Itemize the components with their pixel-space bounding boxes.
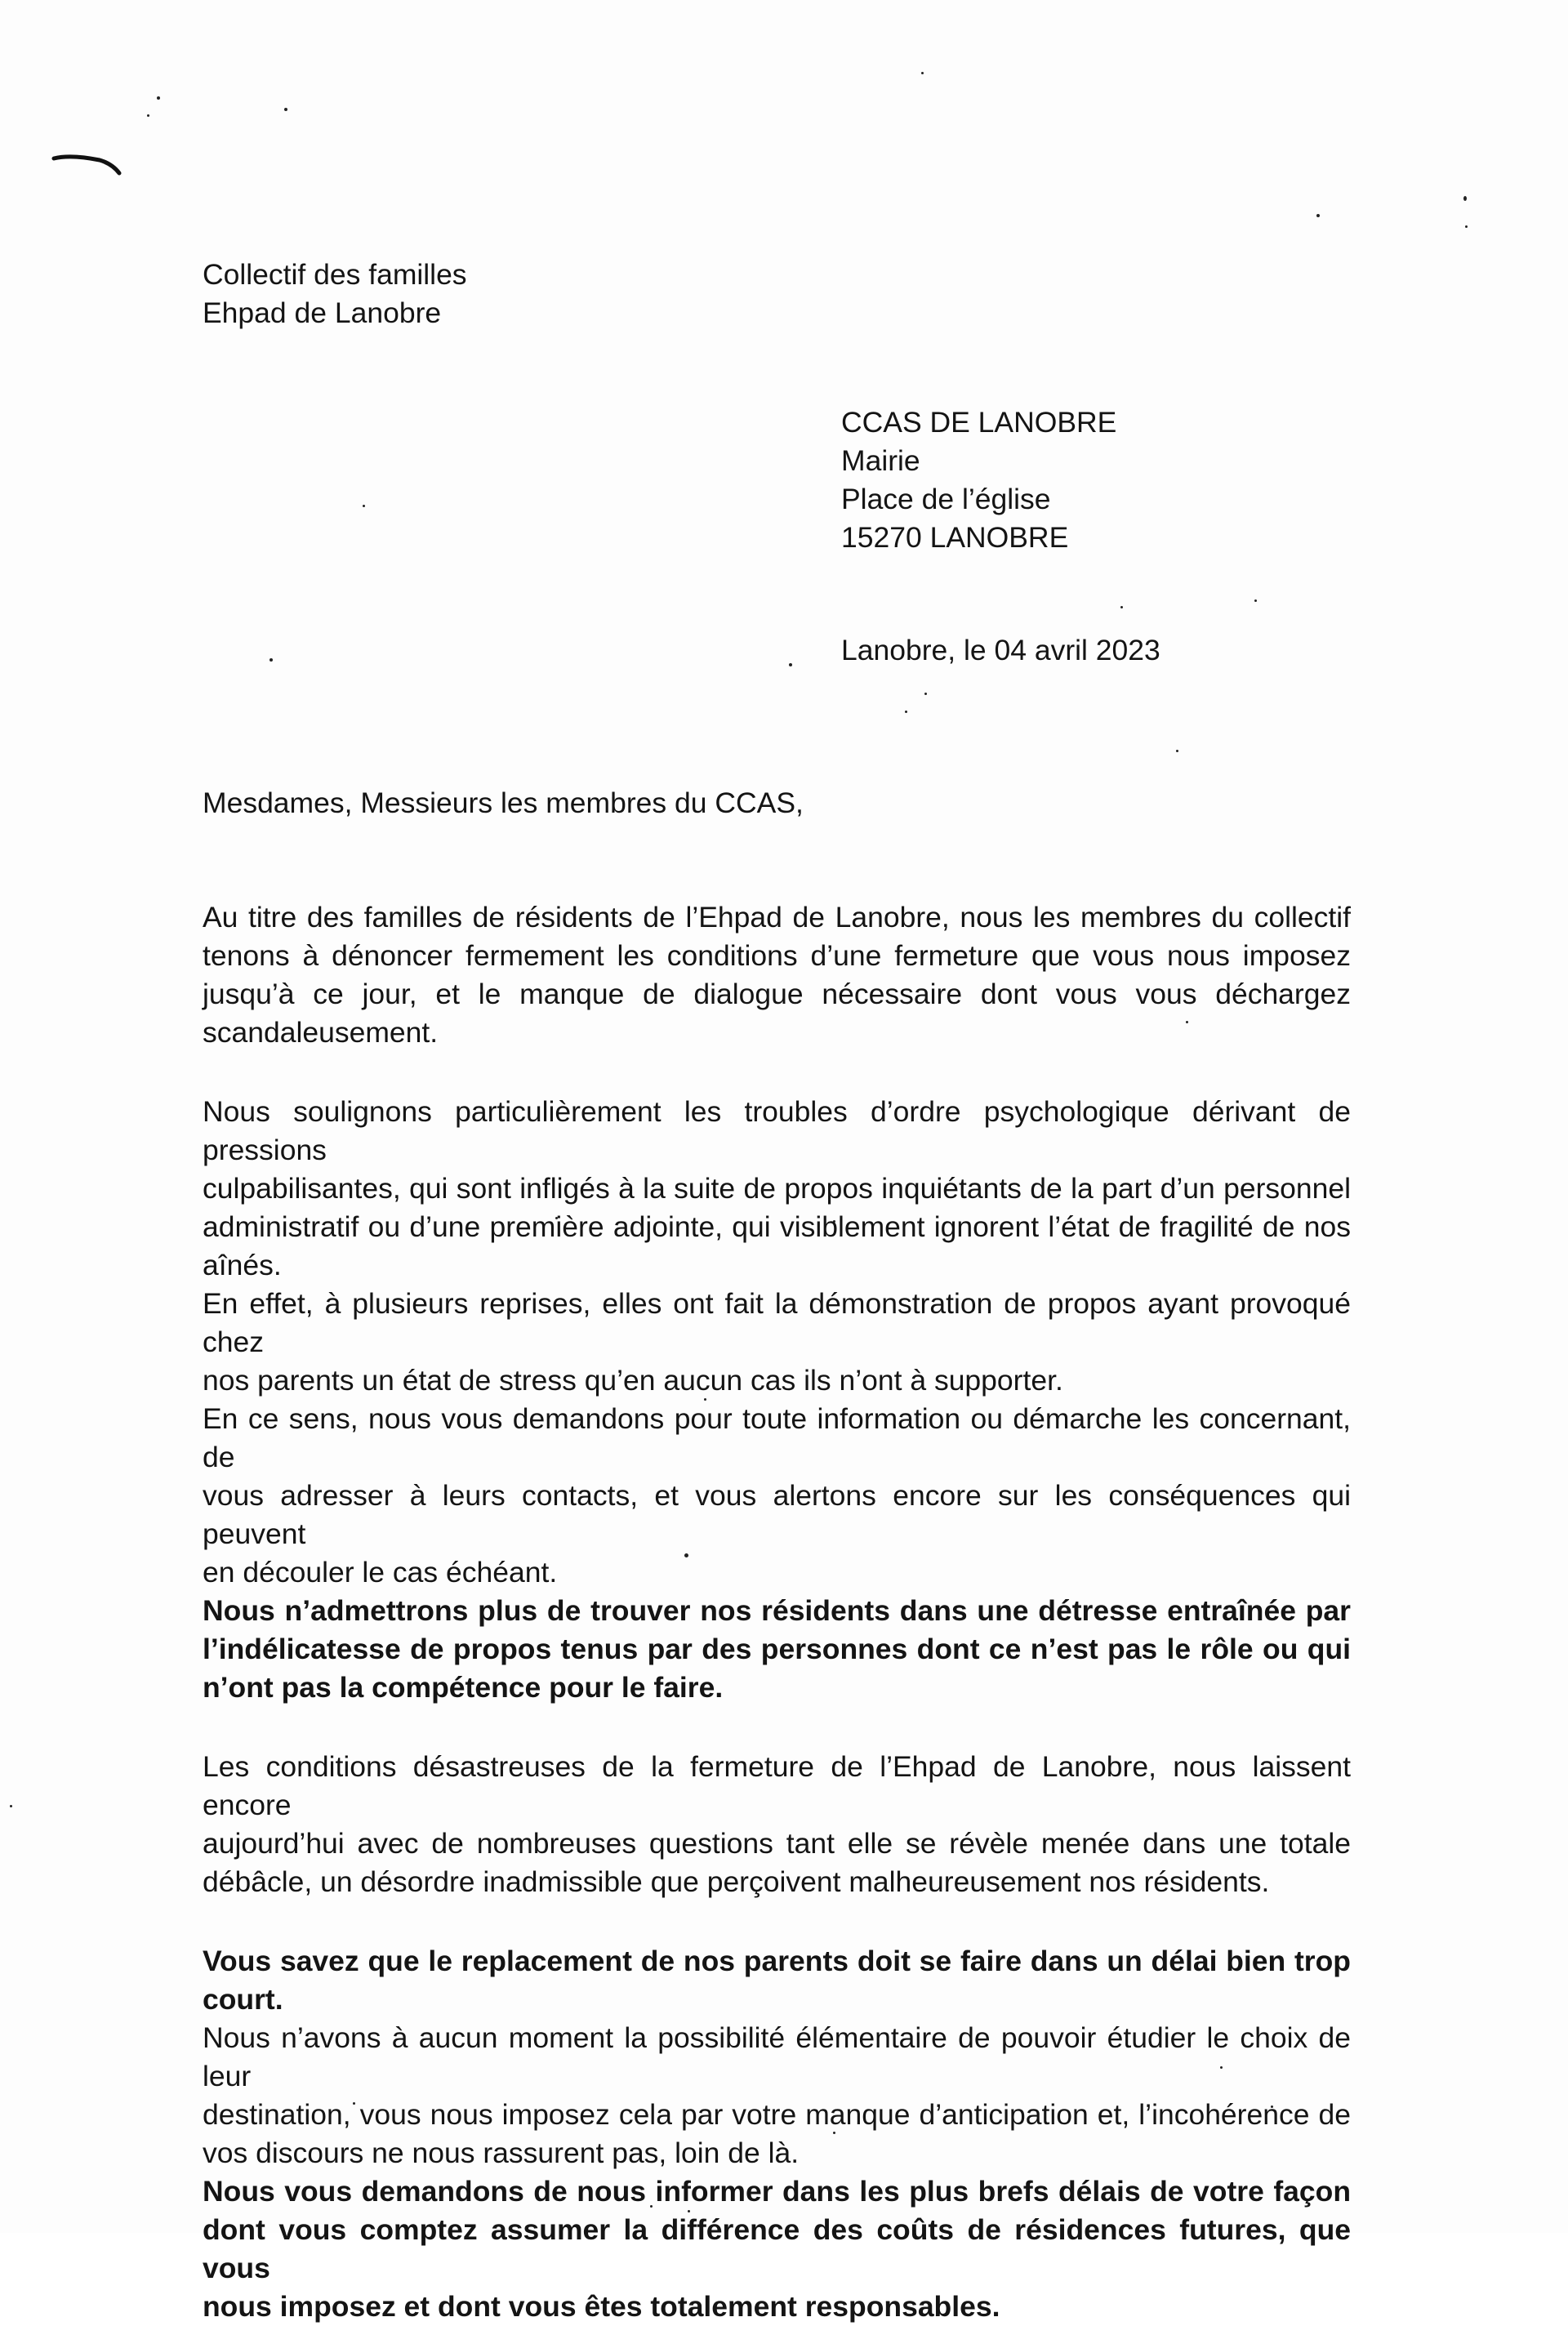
- scan-speck: [1465, 225, 1468, 228]
- paragraph-line: en découler le cas échéant.: [203, 1556, 558, 1589]
- paragraph: [203, 1285, 1351, 1400]
- paragraph-line: culpabilisantes, qui sont infligés à la suite de propos inquiétants de la part d’un personnel: [203, 1172, 1351, 1205]
- scan-speck: [10, 1805, 12, 1807]
- paragraph-line: Nous n’admettrons plus de trouver nos résidents dans une détresse entraînée par: [203, 1594, 1351, 1627]
- paragraph-line: Les conditions désastreuses de la fermeture de l’Ehpad de Lanobre, nous laissent encore: [203, 1750, 1351, 1821]
- paragraph-line: Vous savez que le replacement de nos parents doit se faire dans un délai bien trop: [203, 1945, 1351, 1977]
- paragraph: [203, 898, 1351, 1052]
- paragraph-line: Nous n’avons à aucun moment la possibilité élémentaire de pouvoir étudier le choix de leur: [203, 2021, 1351, 2092]
- paragraph-line: nous imposez et dont vous êtes totalement responsables.: [203, 2290, 1000, 2323]
- paragraph-line: l’indélicatesse de propos tenus par des personnes dont ce n’est pas le rôle ou qui: [203, 1633, 1351, 1665]
- sender-block: [203, 256, 467, 332]
- recipient-block: [841, 403, 1116, 557]
- salutation: Mesdames, Messieurs les membres du CCAS,: [203, 786, 804, 819]
- paragraph-line: n’ont pas la compétence pour le faire.: [203, 1671, 724, 1704]
- recipient-street: Place de l’église: [841, 483, 1051, 515]
- sender-name: Collectif des familles: [203, 258, 467, 291]
- letter-body: [203, 898, 1351, 2326]
- scan-speck: [1176, 750, 1178, 752]
- paragraph-line: Au titre des familles de résidents de l’Ehpad de Lanobre, nous les membres du collectif: [203, 901, 1351, 934]
- paragraph: [203, 1748, 1351, 1901]
- sender-organization: Ehpad de Lanobre: [203, 296, 442, 329]
- recipient-city: 15270 LANOBRE: [841, 521, 1069, 554]
- scan-speck: [924, 693, 927, 695]
- paragraph-line: administratif ou d’une première adjointe, qui visiblement ignorent l’état de fragilité de nos: [203, 1210, 1351, 1243]
- scan-speck: [284, 108, 287, 111]
- scan-speck: [905, 711, 907, 713]
- scan-speck: [270, 658, 273, 662]
- paragraph-line: Nous soulignons particulièrement les troubles d’ordre psychologique dérivant de pressions: [203, 1095, 1351, 1166]
- paragraph-line: vous adresser à leurs contacts, et vous alertons encore sur les conséquences qui peuvent: [203, 1479, 1351, 1550]
- paragraph-line: jusqu’à ce jour, et le manque de dialogue nécessaire dont vous vous déchargez: [203, 978, 1351, 1010]
- paragraph-line: En effet, à plusieurs reprises, elles ont fait la démonstration de propos ayant provoqué chez: [203, 1287, 1351, 1358]
- scan-speck: [921, 72, 924, 74]
- scan-speck: [1254, 599, 1257, 602]
- paragraph-line: scandaleusement.: [203, 1016, 439, 1049]
- paragraph-line: Nous vous demandons de nous informer dans les plus brefs délais de votre façon: [203, 2175, 1351, 2208]
- scan-speck: [363, 505, 365, 507]
- paragraph-line: nos parents un état de stress qu’en aucun cas ils n’ont à supporter.: [203, 1364, 1063, 1397]
- scan-speck: [1120, 606, 1123, 608]
- recipient-building: Mairie: [841, 444, 920, 477]
- letter-date: Lanobre, le 04 avril 2023: [841, 634, 1160, 666]
- scan-speck: [1463, 196, 1467, 201]
- scan-speck: [789, 663, 792, 666]
- paragraph-line: aînés.: [203, 1249, 282, 1281]
- paragraph: [203, 2019, 1351, 2172]
- paragraph-line: tenons à dénoncer fermement les conditions d’une fermeture que vous nous imposez: [203, 939, 1351, 972]
- paragraph-bold: [203, 2172, 1351, 2326]
- pen-mark-scribble: [51, 147, 124, 180]
- paragraph-bold: [203, 1592, 1351, 1707]
- paragraph: [203, 1093, 1351, 1285]
- scan-speck: [147, 114, 149, 117]
- paragraph-bold: [203, 1942, 1351, 2019]
- recipient-name: CCAS DE LANOBRE: [841, 406, 1117, 439]
- paragraph: [203, 1400, 1351, 1592]
- paragraph-line: destination, vous nous imposez cela par votre manque d’anticipation et, l’incohérence de: [203, 2098, 1351, 2131]
- paragraph-line: vos discours ne nous rassurent pas, loin de là.: [203, 2137, 800, 2169]
- paragraph-line: dont vous comptez assumer la différence des coûts de résidences futures, que vous: [203, 2213, 1351, 2284]
- scan-speck: [157, 96, 160, 100]
- paragraph-line: En ce sens, nous vous demandons pour toute information ou démarche les concernant, de: [203, 1402, 1351, 1473]
- scan-speck: [1316, 214, 1320, 217]
- paragraph-line: court.: [203, 1983, 283, 2016]
- paragraph-line: débâcle, un désordre inadmissible que perçoivent malheureusement nos résidents.: [203, 1865, 1270, 1898]
- paragraph-line: aujourd’hui avec de nombreuses questions tant elle se révèle menée dans une totale: [203, 1827, 1351, 1860]
